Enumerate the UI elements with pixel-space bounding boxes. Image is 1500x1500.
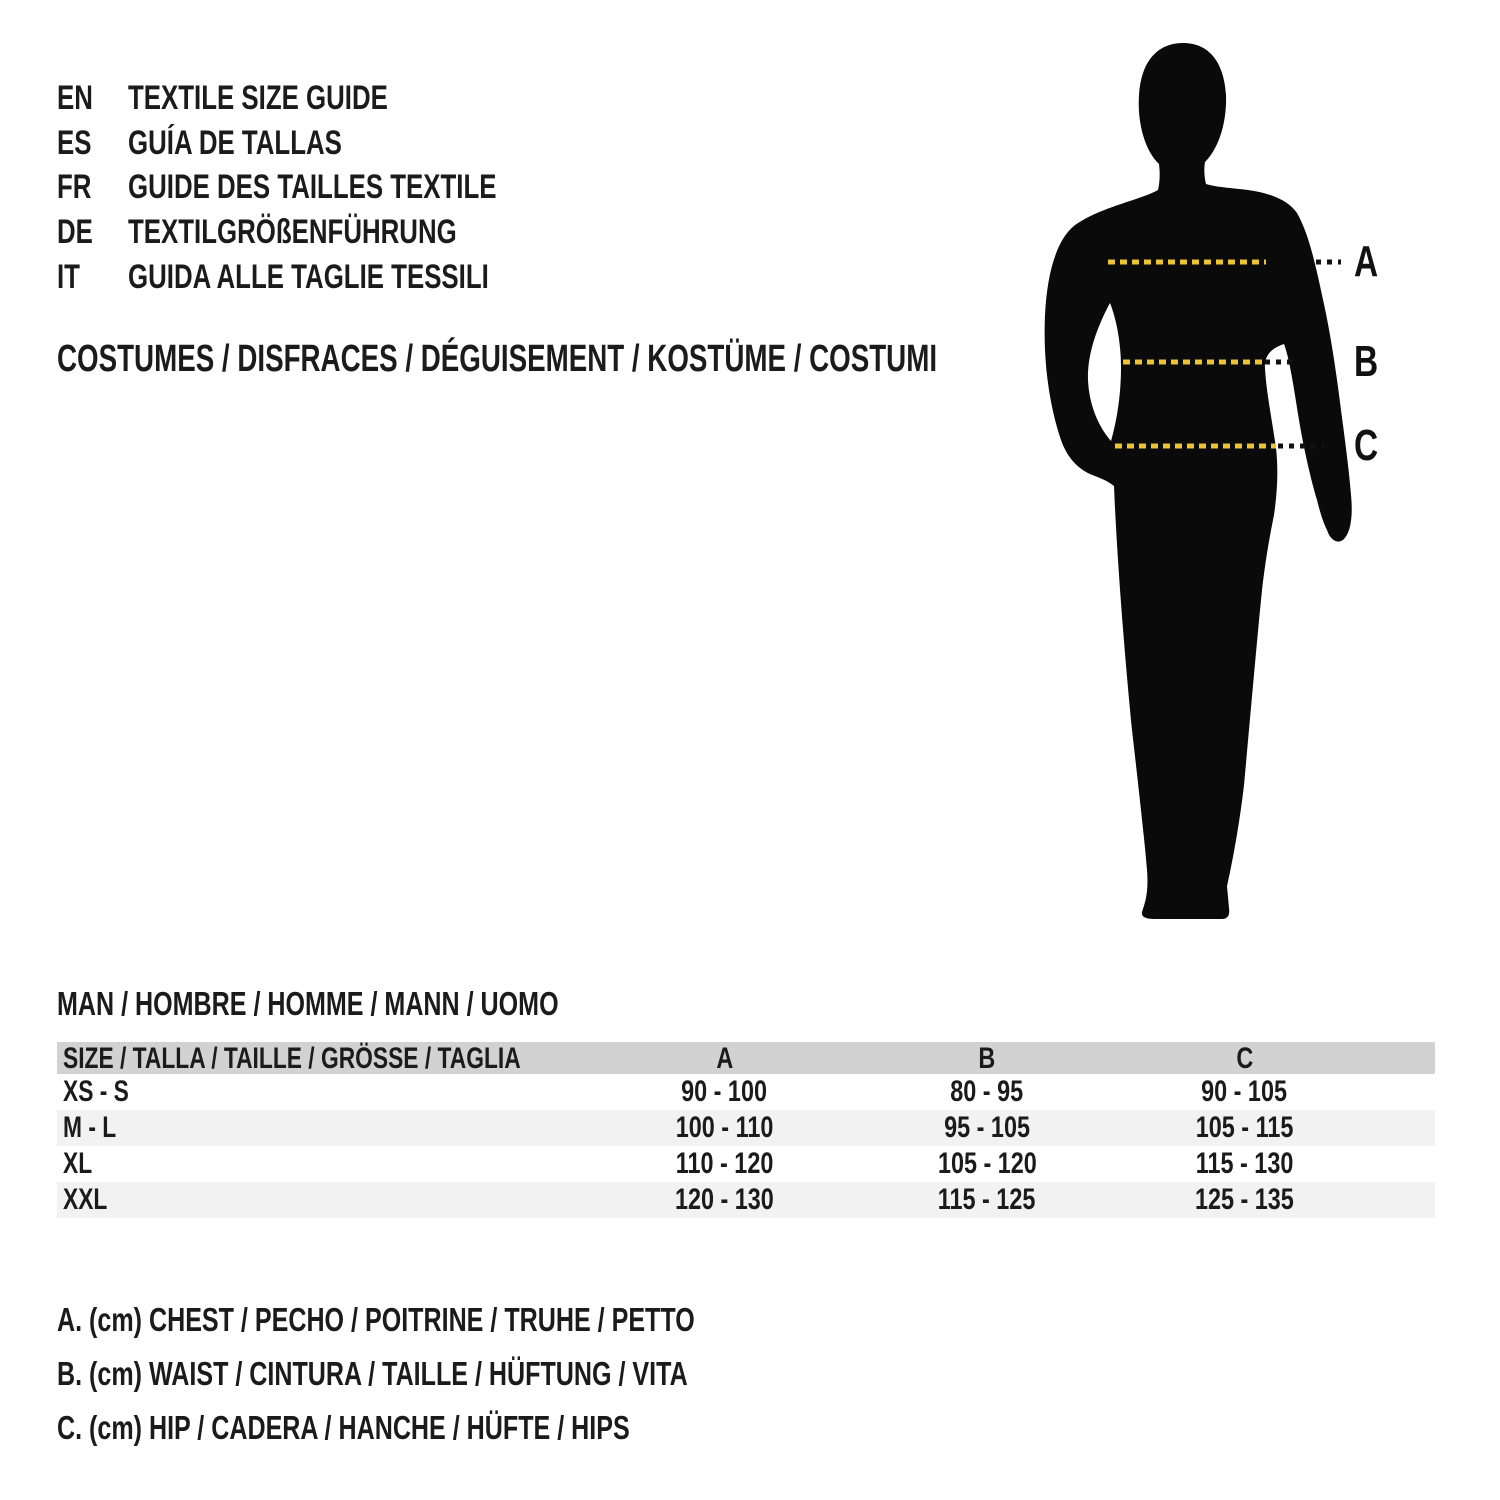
table-row-m-l bbox=[57, 1110, 1435, 1146]
measure-label-a-text: A bbox=[1354, 237, 1379, 286]
guide-title-it: GUIDA ALLE TAGLIE TESSILI bbox=[128, 257, 489, 296]
section-title-text: MAN / HOMBRE / HOMME / MANN / UOMO bbox=[57, 985, 559, 1022]
language-code: IT bbox=[57, 257, 80, 296]
value-cell-c bbox=[1117, 1075, 1372, 1109]
language-row-it bbox=[57, 255, 613, 300]
guide-title-es: GUÍA DE TALLAS bbox=[128, 123, 342, 162]
language-code: EN bbox=[57, 78, 93, 117]
value-cell-c bbox=[1117, 1147, 1372, 1181]
value-cell-a bbox=[592, 1075, 857, 1109]
value-a-text: 110 - 120 bbox=[675, 1147, 774, 1180]
legend-waist-text: B. (cm) WAIST / CINTURA / TAILLE / HÜFTUNG / VITA bbox=[57, 1355, 688, 1392]
value-c-text: 115 - 130 bbox=[1195, 1147, 1294, 1180]
category-title-text: COSTUMES / DISFRACES / DÉGUISEMENT / KOSTÜME / COSTUMI bbox=[57, 337, 938, 380]
value-a-text: 120 - 130 bbox=[675, 1183, 774, 1216]
value-b-text: 115 - 125 bbox=[938, 1183, 1036, 1216]
language-code: FR bbox=[57, 168, 92, 207]
guide-title-en: TEXTILE SIZE GUIDE bbox=[128, 78, 388, 117]
size-cell bbox=[57, 1111, 592, 1145]
language-row-de bbox=[57, 210, 613, 255]
value-b-text: 80 - 95 bbox=[950, 1075, 1024, 1108]
language-code: ES bbox=[57, 123, 92, 162]
measurement-legend bbox=[57, 1293, 896, 1455]
value-cell-c bbox=[1117, 1183, 1372, 1217]
guide-title-fr: GUIDE DES TAILLES TEXTILE bbox=[128, 168, 497, 207]
man-silhouette-figure bbox=[1040, 40, 1360, 925]
table-row-xl bbox=[57, 1146, 1435, 1182]
size-cell bbox=[57, 1075, 592, 1109]
legend-line-hip bbox=[57, 1401, 896, 1455]
size-table-header-row bbox=[57, 1042, 1435, 1074]
value-cell-b bbox=[857, 1147, 1117, 1181]
legend-hip-text: C. (cm) HIP / CADERA / HANCHE / HÜFTE / HIPS bbox=[57, 1409, 630, 1446]
header-col-c bbox=[1117, 1042, 1372, 1076]
value-cell-b bbox=[857, 1111, 1117, 1145]
value-cell-b bbox=[857, 1075, 1117, 1109]
value-a-text: 90 - 100 bbox=[681, 1075, 768, 1108]
language-row-en bbox=[57, 76, 613, 121]
value-cell-a bbox=[592, 1147, 857, 1181]
value-c-text: 90 - 105 bbox=[1201, 1075, 1288, 1108]
measure-label-c-text: C bbox=[1354, 421, 1379, 470]
header-col-a-text: A bbox=[716, 1042, 733, 1075]
measure-label-c bbox=[1354, 421, 1386, 470]
value-cell-a bbox=[592, 1111, 857, 1145]
header-size-label bbox=[57, 1042, 592, 1076]
language-code: DE bbox=[57, 212, 93, 251]
measure-label-a bbox=[1354, 237, 1386, 286]
legend-line-chest bbox=[57, 1293, 896, 1347]
measure-label-b-text: B bbox=[1354, 337, 1379, 386]
legend-line-waist bbox=[57, 1347, 896, 1401]
value-cell-c bbox=[1117, 1111, 1372, 1145]
header-col-a bbox=[592, 1042, 857, 1076]
size-cell-text: M - L bbox=[63, 1111, 117, 1144]
language-row-es bbox=[57, 121, 613, 166]
legend-chest-text: A. (cm) CHEST / PECHO / POITRINE / TRUHE / PETTO bbox=[57, 1301, 695, 1338]
value-c-text: 125 - 135 bbox=[1195, 1183, 1294, 1216]
header-col-b bbox=[857, 1042, 1117, 1076]
value-b-text: 95 - 105 bbox=[944, 1111, 1030, 1144]
size-cell bbox=[57, 1183, 592, 1217]
value-b-text: 105 - 120 bbox=[937, 1147, 1037, 1180]
guide-title-de: TEXTILGRÖßENFÜHRUNG bbox=[128, 212, 457, 251]
value-c-text: 105 - 115 bbox=[1195, 1111, 1294, 1144]
size-cell-text: XXL bbox=[63, 1183, 108, 1216]
value-cell-a bbox=[592, 1183, 857, 1217]
header-size-label-text: SIZE / TALLA / TAILLE / GRÖSSE / TAGLIA bbox=[63, 1042, 521, 1075]
value-a-text: 100 - 110 bbox=[675, 1111, 774, 1144]
size-table bbox=[57, 1042, 1435, 1218]
header-col-c-text: C bbox=[1236, 1042, 1253, 1075]
language-title-list bbox=[57, 76, 613, 299]
section-title-man bbox=[57, 985, 717, 1023]
header-col-b-text: B bbox=[978, 1042, 996, 1075]
table-row-xxl bbox=[57, 1182, 1435, 1218]
size-cell-text: XL bbox=[63, 1147, 93, 1180]
table-row-xs-s bbox=[57, 1074, 1435, 1110]
language-row-fr bbox=[57, 165, 613, 210]
measure-label-b bbox=[1354, 337, 1386, 386]
value-cell-b bbox=[857, 1183, 1117, 1217]
man-silhouette-shape bbox=[1045, 43, 1352, 919]
size-cell-text: XS - S bbox=[63, 1075, 129, 1108]
size-cell bbox=[57, 1147, 592, 1181]
